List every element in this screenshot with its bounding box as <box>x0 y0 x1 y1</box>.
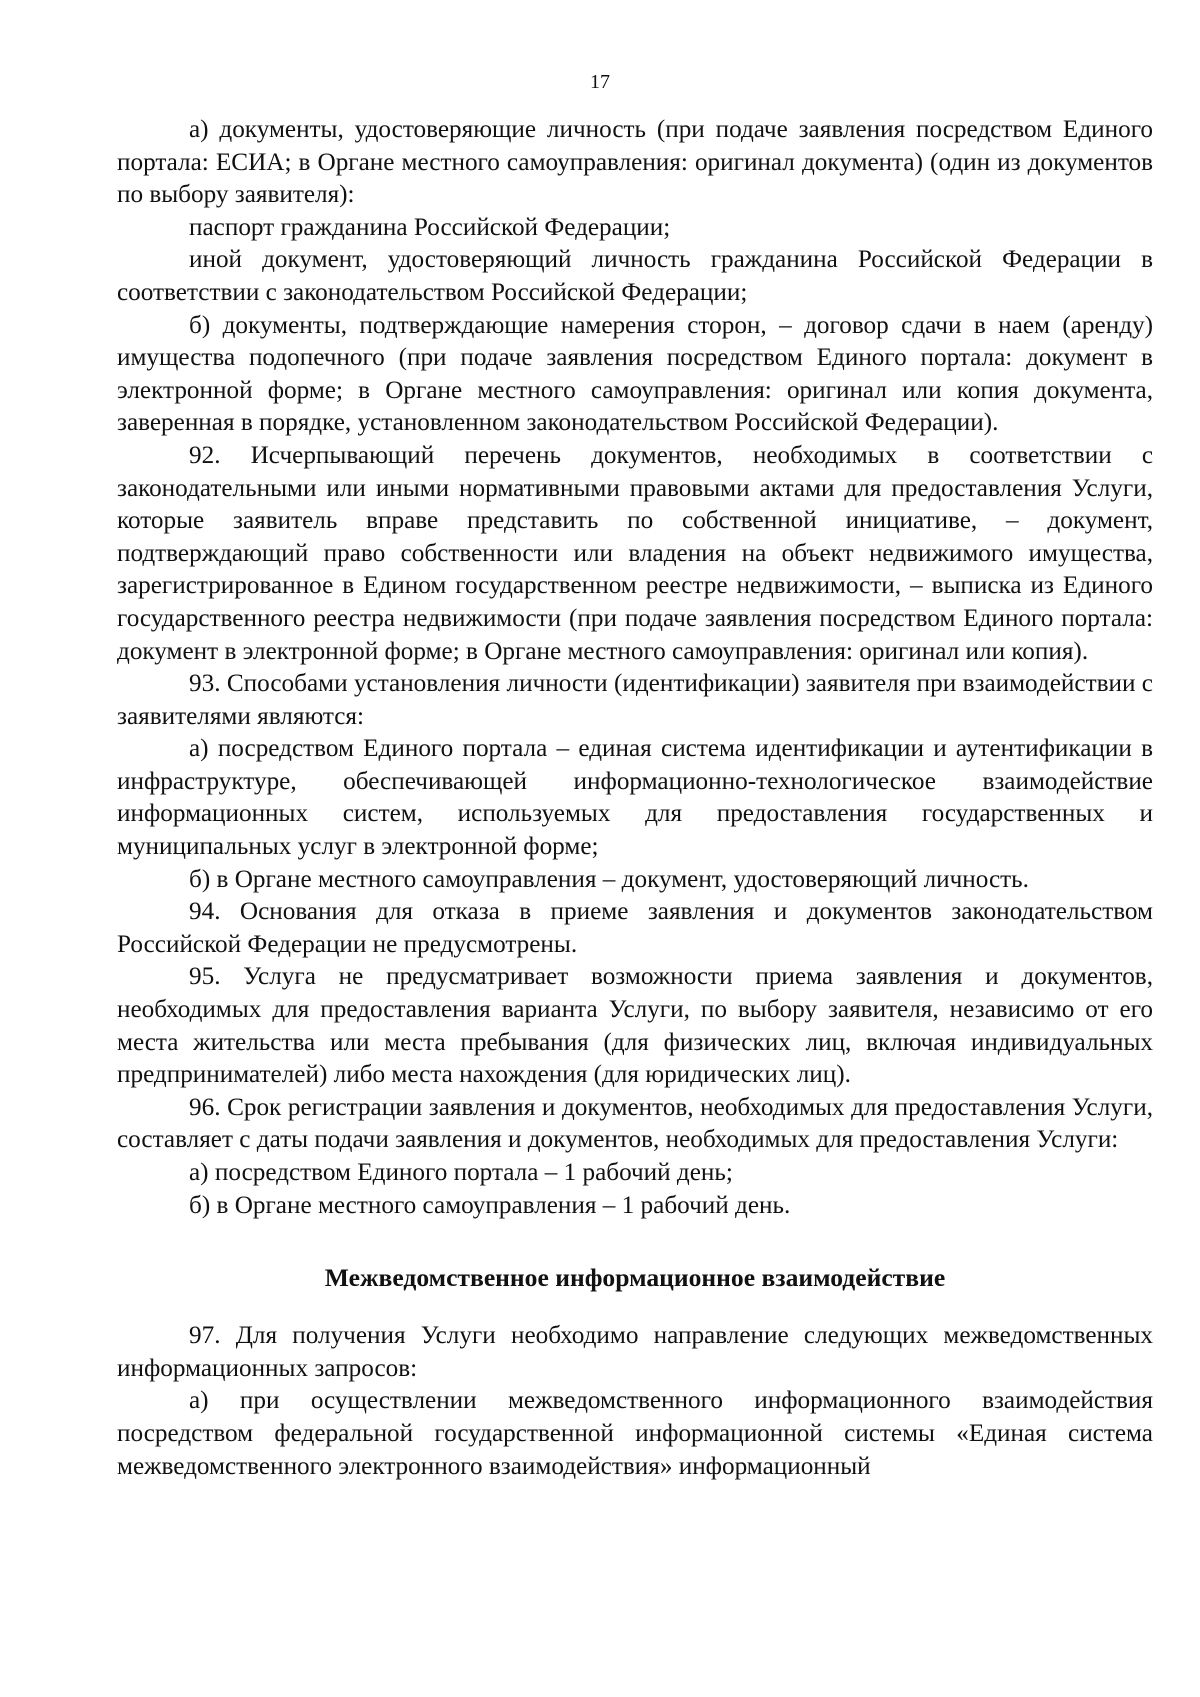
paragraph-97: 97. Для получения Услуги необходимо направление следующих межведомственных информационных запросов: <box>117 1322 1153 1382</box>
paragraph-92: 92. Исчерпывающий перечень документов, необходимых в соответствии с законодательными или иными нормативными правовыми актами для предоставления Услуги, которые заявитель вправе представить по собственной инициативе, – документ, подтверждающий право собственности или владения на объект недвижимого имущества, зарегистрированное в Едином государственном реестре недвижимости, – выписка из Единого государственного реестра недвижимости (при подаче заявления посредством Единого портала: документ в электронной форме; в Органе местного самоуправления: оригинал или копия). <box>117 441 1153 665</box>
paragraph-96: 96. Срок регистрации заявления и документов, необходимых для предоставления Услуги, составляет с даты подачи заявления и документов, необходимых для предоставления Услуги: <box>117 1093 1153 1154</box>
paragraph-97-a: а) при осуществлении межведомственного информационного взаимодействия посредством федеральной государственной информационной системы «Единая система межведомственного электронного взаимодействия» информационный <box>117 1387 1153 1480</box>
paragraph-doc-identity: а) документы, удостоверяющие личность (при подаче заявления посредством Единого портала: ЕСИА; в Органе местного самоуправления: оригинал документа) (один из документов по выбору заявителя): <box>117 116 1153 209</box>
section-heading: Межведомственное информационное взаимодействие <box>324 1263 946 1293</box>
paragraph-96-a: а) посредством Единого портала – 1 рабочий день; <box>189 1159 733 1186</box>
page-number: 17 <box>590 71 610 93</box>
paragraph-93-b: б) в Органе местного самоуправления – документ, удостоверяющий личность. <box>189 865 1029 893</box>
paragraph-93-a: а) посредством Единого портала – единая система идентификации и аутентификации в инфраструктуре, обеспечивающей информационно-технологическое взаимодействие информационных систем, используемых для предоставления государственных и муниципальных услуг в электронной форме; <box>117 735 1153 861</box>
paragraph-93: 93. Способами установления личности (идентификации) заявителя при взаимодействии с заявителями являются: <box>117 670 1153 730</box>
paragraph-94: 94. Основания для отказа в приеме заявления и документов законодательством Российской Федерации не предусмотрены. <box>117 898 1153 958</box>
paragraph-passport: паспорт гражданина Российской Федерации; <box>189 213 671 241</box>
paragraph-other-id-document: иной документ, удостоверяющий личность гражданина Российской Федерации в соответствии с законодательством Российской Федерации; <box>117 246 1153 306</box>
paragraph-95: 95. Услуга не предусматривает возможности приема заявления и документов, необходимых для предоставления варианта Услуги, по выбору заявителя, независимо от его места жительства или места пребывания (для физических лиц, включая индивидуальных предпринимателей) либо места нахождения (для юридических лиц). <box>117 963 1153 1089</box>
paragraph-intent-documents: б) документы, подтверждающие намерения сторон, – договор сдачи в наем (аренду) имущества подопечного (при подаче заявления посредством Единого портала: документ в электронной форме; в Органе местного самоуправления: оригинал или копия документа, заверенная в порядке, установленном законодательством Российской Федерации). <box>117 311 1153 437</box>
document-body <box>117 114 1153 1483</box>
paragraph-96-b: б) в Органе местного самоуправления – 1 рабочий день. <box>189 1191 791 1219</box>
